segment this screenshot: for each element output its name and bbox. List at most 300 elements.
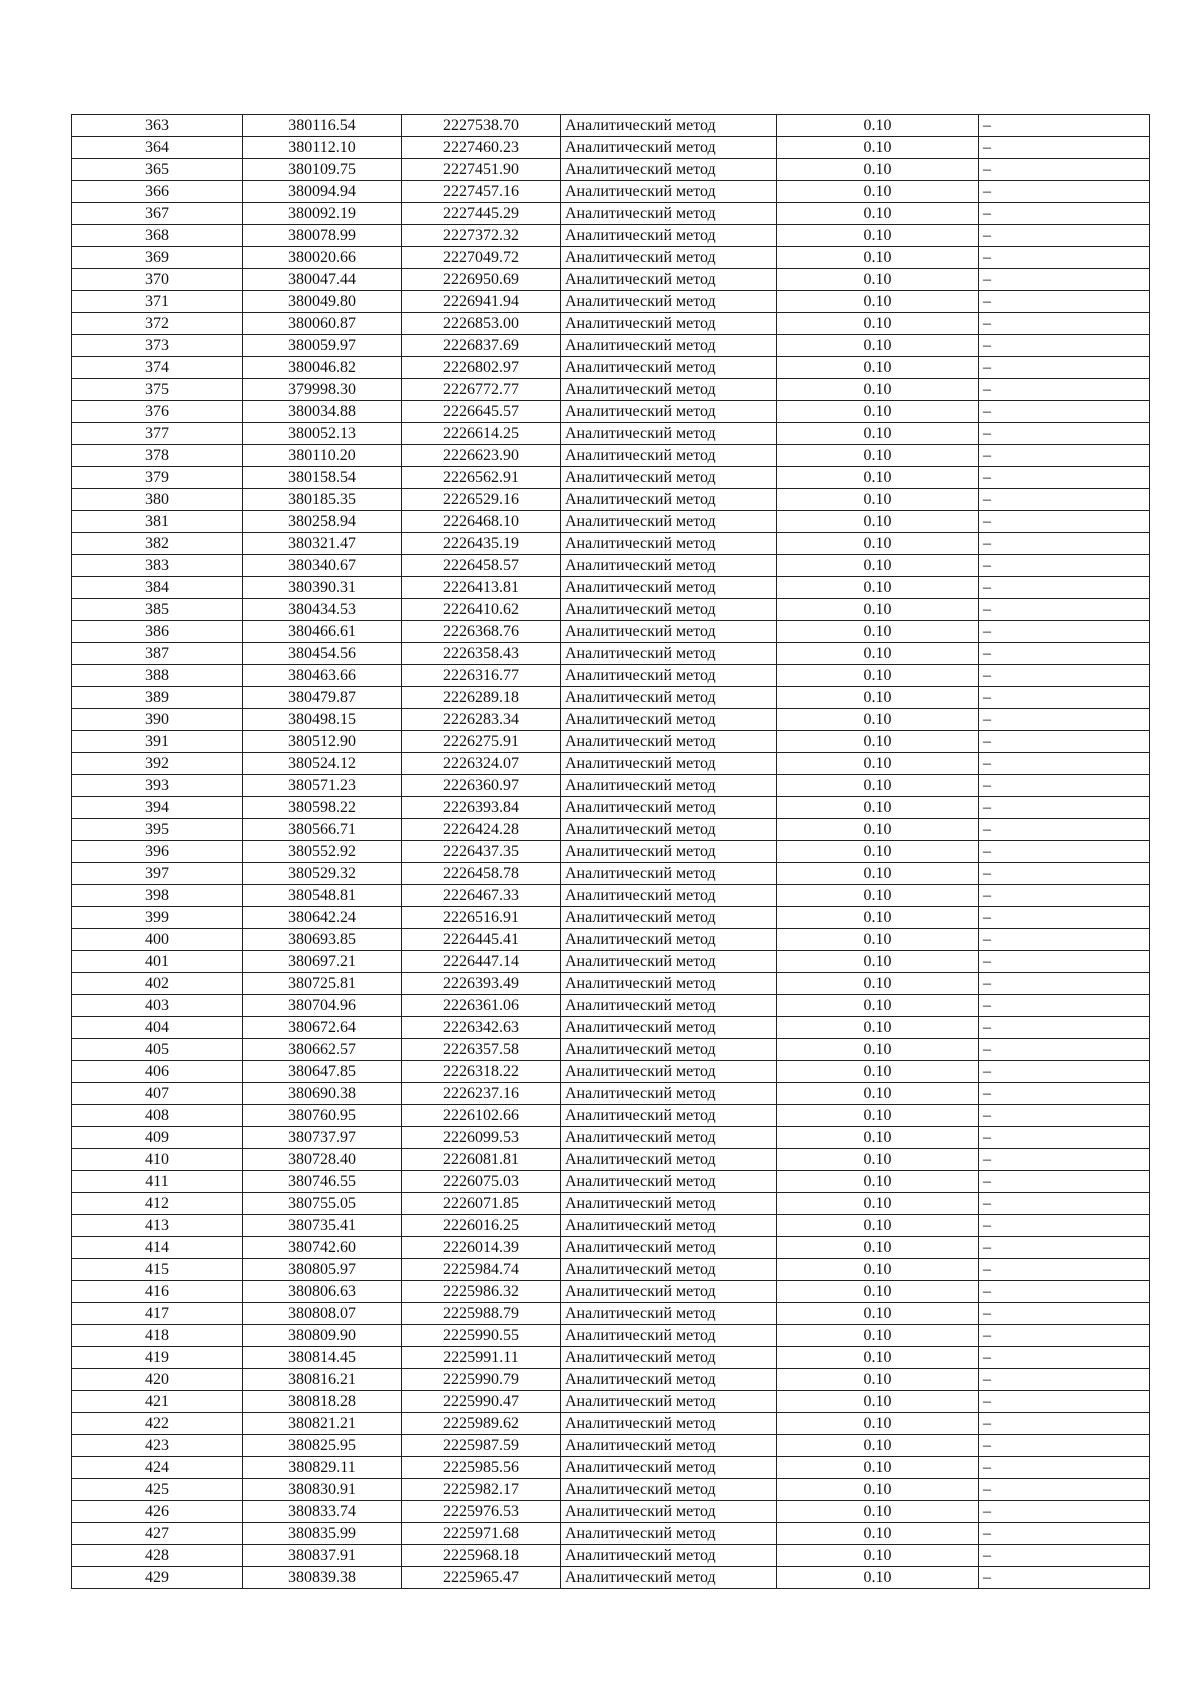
y-coordinate-cell: 2225987.59: [402, 1435, 561, 1457]
accuracy-cell: 0.10: [777, 1369, 979, 1391]
y-coordinate-cell: 2226837.69: [402, 335, 561, 357]
note-cell: –: [979, 1149, 1150, 1171]
accuracy-cell: 0.10: [777, 1149, 979, 1171]
table-row: [72, 1039, 1150, 1061]
x-coordinate-cell: 380825.95: [243, 1435, 402, 1457]
accuracy-cell: 0.10: [777, 863, 979, 885]
point-number-cell: 363: [72, 115, 243, 137]
note-cell: –: [979, 709, 1150, 731]
y-coordinate-cell: 2226318.22: [402, 1061, 561, 1083]
note-cell: –: [979, 929, 1150, 951]
table-row: [72, 203, 1150, 225]
accuracy-cell: 0.10: [777, 1039, 979, 1061]
x-coordinate-cell: 380094.94: [243, 181, 402, 203]
point-number-cell: 396: [72, 841, 243, 863]
accuracy-cell: 0.10: [777, 1281, 979, 1303]
table-row: [72, 357, 1150, 379]
point-number-cell: 401: [72, 951, 243, 973]
y-coordinate-cell: 2225985.56: [402, 1457, 561, 1479]
x-coordinate-cell: 380818.28: [243, 1391, 402, 1413]
table-row: [72, 753, 1150, 775]
table-row: [72, 467, 1150, 489]
accuracy-cell: 0.10: [777, 1523, 979, 1545]
point-number-cell: 407: [72, 1083, 243, 1105]
method-cell: Аналитический метод: [561, 643, 777, 665]
method-cell: Аналитический метод: [561, 1083, 777, 1105]
y-coordinate-cell: 2225971.68: [402, 1523, 561, 1545]
x-coordinate-cell: 380642.24: [243, 907, 402, 929]
y-coordinate-cell: 2226623.90: [402, 445, 561, 467]
x-coordinate-cell: 380548.81: [243, 885, 402, 907]
accuracy-cell: 0.10: [777, 621, 979, 643]
note-cell: –: [979, 1215, 1150, 1237]
note-cell: –: [979, 533, 1150, 555]
y-coordinate-cell: 2226316.77: [402, 665, 561, 687]
x-coordinate-cell: 380112.10: [243, 137, 402, 159]
note-cell: –: [979, 1083, 1150, 1105]
accuracy-cell: 0.10: [777, 1017, 979, 1039]
table-row: [72, 1347, 1150, 1369]
table-row: [72, 379, 1150, 401]
x-coordinate-cell: 380258.94: [243, 511, 402, 533]
point-number-cell: 370: [72, 269, 243, 291]
point-number-cell: 422: [72, 1413, 243, 1435]
point-number-cell: 371: [72, 291, 243, 313]
x-coordinate-cell: 380078.99: [243, 225, 402, 247]
accuracy-cell: 0.10: [777, 1127, 979, 1149]
accuracy-cell: 0.10: [777, 1347, 979, 1369]
note-cell: –: [979, 401, 1150, 423]
table-row: [72, 1017, 1150, 1039]
method-cell: Аналитический метод: [561, 1061, 777, 1083]
x-coordinate-cell: 380390.31: [243, 577, 402, 599]
point-number-cell: 387: [72, 643, 243, 665]
x-coordinate-cell: 380571.23: [243, 775, 402, 797]
point-number-cell: 365: [72, 159, 243, 181]
y-coordinate-cell: 2226081.81: [402, 1149, 561, 1171]
x-coordinate-cell: 380735.41: [243, 1215, 402, 1237]
y-coordinate-cell: 2226802.97: [402, 357, 561, 379]
note-cell: –: [979, 775, 1150, 797]
table-row: [72, 225, 1150, 247]
note-cell: –: [979, 1545, 1150, 1567]
y-coordinate-cell: 2226071.85: [402, 1193, 561, 1215]
method-cell: Аналитический метод: [561, 577, 777, 599]
table-row: [72, 1281, 1150, 1303]
note-cell: –: [979, 1171, 1150, 1193]
y-coordinate-cell: 2226950.69: [402, 269, 561, 291]
x-coordinate-cell: 380814.45: [243, 1347, 402, 1369]
method-cell: Аналитический метод: [561, 159, 777, 181]
method-cell: Аналитический метод: [561, 665, 777, 687]
method-cell: Аналитический метод: [561, 247, 777, 269]
y-coordinate-cell: 2226529.16: [402, 489, 561, 511]
table-row: [72, 1567, 1150, 1589]
note-cell: –: [979, 1391, 1150, 1413]
method-cell: Аналитический метод: [561, 1127, 777, 1149]
y-coordinate-cell: 2227372.32: [402, 225, 561, 247]
y-coordinate-cell: 2226562.91: [402, 467, 561, 489]
accuracy-cell: 0.10: [777, 599, 979, 621]
x-coordinate-cell: 380340.67: [243, 555, 402, 577]
x-coordinate-cell: 380760.95: [243, 1105, 402, 1127]
point-number-cell: 388: [72, 665, 243, 687]
point-number-cell: 386: [72, 621, 243, 643]
y-coordinate-cell: 2226393.49: [402, 973, 561, 995]
accuracy-cell: 0.10: [777, 731, 979, 753]
accuracy-cell: 0.10: [777, 401, 979, 423]
point-number-cell: 390: [72, 709, 243, 731]
point-number-cell: 380: [72, 489, 243, 511]
note-cell: –: [979, 819, 1150, 841]
accuracy-cell: 0.10: [777, 753, 979, 775]
accuracy-cell: 0.10: [777, 357, 979, 379]
method-cell: Аналитический метод: [561, 1325, 777, 1347]
x-coordinate-cell: 380434.53: [243, 599, 402, 621]
note-cell: –: [979, 973, 1150, 995]
table-row: [72, 1545, 1150, 1567]
table-row: [72, 1325, 1150, 1347]
note-cell: –: [979, 1435, 1150, 1457]
accuracy-cell: 0.10: [777, 1061, 979, 1083]
method-cell: Аналитический метод: [561, 1303, 777, 1325]
y-coordinate-cell: 2226361.06: [402, 995, 561, 1017]
note-cell: –: [979, 1281, 1150, 1303]
method-cell: Аналитический метод: [561, 1347, 777, 1369]
method-cell: Аналитический метод: [561, 775, 777, 797]
accuracy-cell: 0.10: [777, 929, 979, 951]
point-number-cell: 382: [72, 533, 243, 555]
point-number-cell: 366: [72, 181, 243, 203]
accuracy-cell: 0.10: [777, 1171, 979, 1193]
note-cell: –: [979, 357, 1150, 379]
table-row: [72, 929, 1150, 951]
y-coordinate-cell: 2225968.18: [402, 1545, 561, 1567]
note-cell: –: [979, 621, 1150, 643]
y-coordinate-cell: 2225989.62: [402, 1413, 561, 1435]
note-cell: –: [979, 1237, 1150, 1259]
accuracy-cell: 0.10: [777, 1501, 979, 1523]
note-cell: –: [979, 687, 1150, 709]
y-coordinate-cell: 2226358.43: [402, 643, 561, 665]
y-coordinate-cell: 2226458.78: [402, 863, 561, 885]
y-coordinate-cell: 2226435.19: [402, 533, 561, 555]
note-cell: –: [979, 1193, 1150, 1215]
table-row: [72, 489, 1150, 511]
method-cell: Аналитический метод: [561, 555, 777, 577]
note-cell: –: [979, 1039, 1150, 1061]
table-row: [72, 1105, 1150, 1127]
table-row: [72, 445, 1150, 467]
y-coordinate-cell: 2226614.25: [402, 423, 561, 445]
method-cell: Аналитический метод: [561, 1171, 777, 1193]
point-number-cell: 403: [72, 995, 243, 1017]
method-cell: Аналитический метод: [561, 1017, 777, 1039]
note-cell: –: [979, 577, 1150, 599]
point-number-cell: 383: [72, 555, 243, 577]
table-row: [72, 907, 1150, 929]
method-cell: Аналитический метод: [561, 1545, 777, 1567]
point-number-cell: 423: [72, 1435, 243, 1457]
note-cell: –: [979, 203, 1150, 225]
note-cell: –: [979, 269, 1150, 291]
accuracy-cell: 0.10: [777, 1193, 979, 1215]
y-coordinate-cell: 2226516.91: [402, 907, 561, 929]
point-number-cell: 426: [72, 1501, 243, 1523]
note-cell: –: [979, 995, 1150, 1017]
coordinates-table: [71, 114, 1150, 1589]
accuracy-cell: 0.10: [777, 489, 979, 511]
point-number-cell: 413: [72, 1215, 243, 1237]
method-cell: Аналитический метод: [561, 973, 777, 995]
method-cell: Аналитический метод: [561, 1259, 777, 1281]
point-number-cell: 415: [72, 1259, 243, 1281]
x-coordinate-cell: 380110.20: [243, 445, 402, 467]
table-row: [72, 1215, 1150, 1237]
method-cell: Аналитический метод: [561, 863, 777, 885]
method-cell: Аналитический метод: [561, 1149, 777, 1171]
accuracy-cell: 0.10: [777, 1457, 979, 1479]
table-row: [72, 1061, 1150, 1083]
y-coordinate-cell: 2227049.72: [402, 247, 561, 269]
x-coordinate-cell: 380092.19: [243, 203, 402, 225]
method-cell: Аналитический метод: [561, 797, 777, 819]
note-cell: –: [979, 291, 1150, 313]
note-cell: –: [979, 313, 1150, 335]
point-number-cell: 372: [72, 313, 243, 335]
method-cell: Аналитический метод: [561, 885, 777, 907]
method-cell: Аналитический метод: [561, 1435, 777, 1457]
note-cell: –: [979, 445, 1150, 467]
table-row: [72, 841, 1150, 863]
x-coordinate-cell: 380059.97: [243, 335, 402, 357]
accuracy-cell: 0.10: [777, 797, 979, 819]
y-coordinate-cell: 2226275.91: [402, 731, 561, 753]
table-row: [72, 137, 1150, 159]
table-row: [72, 1083, 1150, 1105]
table-row: [72, 1391, 1150, 1413]
y-coordinate-cell: 2225976.53: [402, 1501, 561, 1523]
x-coordinate-cell: 380662.57: [243, 1039, 402, 1061]
accuracy-cell: 0.10: [777, 467, 979, 489]
note-cell: –: [979, 841, 1150, 863]
accuracy-cell: 0.10: [777, 1259, 979, 1281]
point-number-cell: 373: [72, 335, 243, 357]
x-coordinate-cell: 380728.40: [243, 1149, 402, 1171]
method-cell: Аналитический метод: [561, 995, 777, 1017]
point-number-cell: 391: [72, 731, 243, 753]
method-cell: Аналитический метод: [561, 1523, 777, 1545]
point-number-cell: 378: [72, 445, 243, 467]
point-number-cell: 400: [72, 929, 243, 951]
x-coordinate-cell: 380598.22: [243, 797, 402, 819]
table-row: [72, 885, 1150, 907]
y-coordinate-cell: 2226853.00: [402, 313, 561, 335]
table-row: [72, 313, 1150, 335]
table-row: [72, 819, 1150, 841]
point-number-cell: 408: [72, 1105, 243, 1127]
x-coordinate-cell: 380829.11: [243, 1457, 402, 1479]
note-cell: –: [979, 115, 1150, 137]
method-cell: Аналитический метод: [561, 929, 777, 951]
y-coordinate-cell: 2227445.29: [402, 203, 561, 225]
y-coordinate-cell: 2226014.39: [402, 1237, 561, 1259]
table-row: [72, 1149, 1150, 1171]
accuracy-cell: 0.10: [777, 1545, 979, 1567]
x-coordinate-cell: 380725.81: [243, 973, 402, 995]
coordinates-table-body: [72, 115, 1150, 1589]
table-row: [72, 665, 1150, 687]
x-coordinate-cell: 380830.91: [243, 1479, 402, 1501]
y-coordinate-cell: 2226437.35: [402, 841, 561, 863]
y-coordinate-cell: 2226357.58: [402, 1039, 561, 1061]
point-number-cell: 376: [72, 401, 243, 423]
table-row: [72, 863, 1150, 885]
point-number-cell: 379: [72, 467, 243, 489]
x-coordinate-cell: 380552.92: [243, 841, 402, 863]
y-coordinate-cell: 2226324.07: [402, 753, 561, 775]
accuracy-cell: 0.10: [777, 775, 979, 797]
note-cell: –: [979, 379, 1150, 401]
note-cell: –: [979, 1479, 1150, 1501]
method-cell: Аналитический метод: [561, 1215, 777, 1237]
point-number-cell: 409: [72, 1127, 243, 1149]
table-row: [72, 1435, 1150, 1457]
point-number-cell: 421: [72, 1391, 243, 1413]
accuracy-cell: 0.10: [777, 1413, 979, 1435]
x-coordinate-cell: 380454.56: [243, 643, 402, 665]
method-cell: Аналитический метод: [561, 709, 777, 731]
y-coordinate-cell: 2226102.66: [402, 1105, 561, 1127]
y-coordinate-cell: 2226447.14: [402, 951, 561, 973]
point-number-cell: 427: [72, 1523, 243, 1545]
point-number-cell: 368: [72, 225, 243, 247]
point-number-cell: 375: [72, 379, 243, 401]
point-number-cell: 416: [72, 1281, 243, 1303]
point-number-cell: 399: [72, 907, 243, 929]
note-cell: –: [979, 731, 1150, 753]
note-cell: –: [979, 511, 1150, 533]
accuracy-cell: 0.10: [777, 1435, 979, 1457]
point-number-cell: 420: [72, 1369, 243, 1391]
table-row: [72, 401, 1150, 423]
table-row: [72, 423, 1150, 445]
x-coordinate-cell: 380047.44: [243, 269, 402, 291]
point-number-cell: 428: [72, 1545, 243, 1567]
x-coordinate-cell: 380746.55: [243, 1171, 402, 1193]
note-cell: –: [979, 1259, 1150, 1281]
point-number-cell: 402: [72, 973, 243, 995]
note-cell: –: [979, 643, 1150, 665]
x-coordinate-cell: 380116.54: [243, 115, 402, 137]
note-cell: –: [979, 181, 1150, 203]
table-row: [72, 797, 1150, 819]
x-coordinate-cell: 380498.15: [243, 709, 402, 731]
accuracy-cell: 0.10: [777, 951, 979, 973]
accuracy-cell: 0.10: [777, 1215, 979, 1237]
y-coordinate-cell: 2226772.77: [402, 379, 561, 401]
table-row: [72, 1501, 1150, 1523]
method-cell: Аналитический метод: [561, 137, 777, 159]
point-number-cell: 414: [72, 1237, 243, 1259]
y-coordinate-cell: 2226237.16: [402, 1083, 561, 1105]
accuracy-cell: 0.10: [777, 313, 979, 335]
x-coordinate-cell: 380816.21: [243, 1369, 402, 1391]
method-cell: Аналитический метод: [561, 907, 777, 929]
point-number-cell: 429: [72, 1567, 243, 1589]
accuracy-cell: 0.10: [777, 1105, 979, 1127]
y-coordinate-cell: 2226458.57: [402, 555, 561, 577]
table-row: [72, 599, 1150, 621]
point-number-cell: 424: [72, 1457, 243, 1479]
note-cell: –: [979, 1567, 1150, 1589]
table-row: [72, 1479, 1150, 1501]
note-cell: –: [979, 1413, 1150, 1435]
note-cell: –: [979, 489, 1150, 511]
method-cell: Аналитический метод: [561, 1237, 777, 1259]
accuracy-cell: 0.10: [777, 225, 979, 247]
x-coordinate-cell: 380463.66: [243, 665, 402, 687]
y-coordinate-cell: 2225990.79: [402, 1369, 561, 1391]
table-row: [72, 555, 1150, 577]
y-coordinate-cell: 2226393.84: [402, 797, 561, 819]
point-number-cell: 384: [72, 577, 243, 599]
method-cell: Аналитический метод: [561, 1479, 777, 1501]
point-number-cell: 395: [72, 819, 243, 841]
table-row: [72, 159, 1150, 181]
x-coordinate-cell: 380693.85: [243, 929, 402, 951]
table-row: [72, 687, 1150, 709]
y-coordinate-cell: 2226360.97: [402, 775, 561, 797]
x-coordinate-cell: 380479.87: [243, 687, 402, 709]
point-number-cell: 364: [72, 137, 243, 159]
y-coordinate-cell: 2226368.76: [402, 621, 561, 643]
y-coordinate-cell: 2227538.70: [402, 115, 561, 137]
table-row: [72, 577, 1150, 599]
method-cell: Аналитический метод: [561, 951, 777, 973]
note-cell: –: [979, 1501, 1150, 1523]
table-row: [72, 1413, 1150, 1435]
point-number-cell: 397: [72, 863, 243, 885]
method-cell: Аналитический метод: [561, 1105, 777, 1127]
note-cell: –: [979, 1369, 1150, 1391]
point-number-cell: 392: [72, 753, 243, 775]
y-coordinate-cell: 2225982.17: [402, 1479, 561, 1501]
method-cell: Аналитический метод: [561, 423, 777, 445]
accuracy-cell: 0.10: [777, 159, 979, 181]
x-coordinate-cell: 380052.13: [243, 423, 402, 445]
y-coordinate-cell: 2226099.53: [402, 1127, 561, 1149]
note-cell: –: [979, 137, 1150, 159]
table-row: [72, 115, 1150, 137]
method-cell: Аналитический метод: [561, 1457, 777, 1479]
note-cell: –: [979, 1017, 1150, 1039]
x-coordinate-cell: 380808.07: [243, 1303, 402, 1325]
table-row: [72, 973, 1150, 995]
note-cell: –: [979, 225, 1150, 247]
point-number-cell: 385: [72, 599, 243, 621]
note-cell: –: [979, 423, 1150, 445]
accuracy-cell: 0.10: [777, 577, 979, 599]
x-coordinate-cell: 380833.74: [243, 1501, 402, 1523]
y-coordinate-cell: 2226342.63: [402, 1017, 561, 1039]
accuracy-cell: 0.10: [777, 1303, 979, 1325]
point-number-cell: 381: [72, 511, 243, 533]
x-coordinate-cell: 380566.71: [243, 819, 402, 841]
y-coordinate-cell: 2226410.62: [402, 599, 561, 621]
accuracy-cell: 0.10: [777, 709, 979, 731]
x-coordinate-cell: 380821.21: [243, 1413, 402, 1435]
